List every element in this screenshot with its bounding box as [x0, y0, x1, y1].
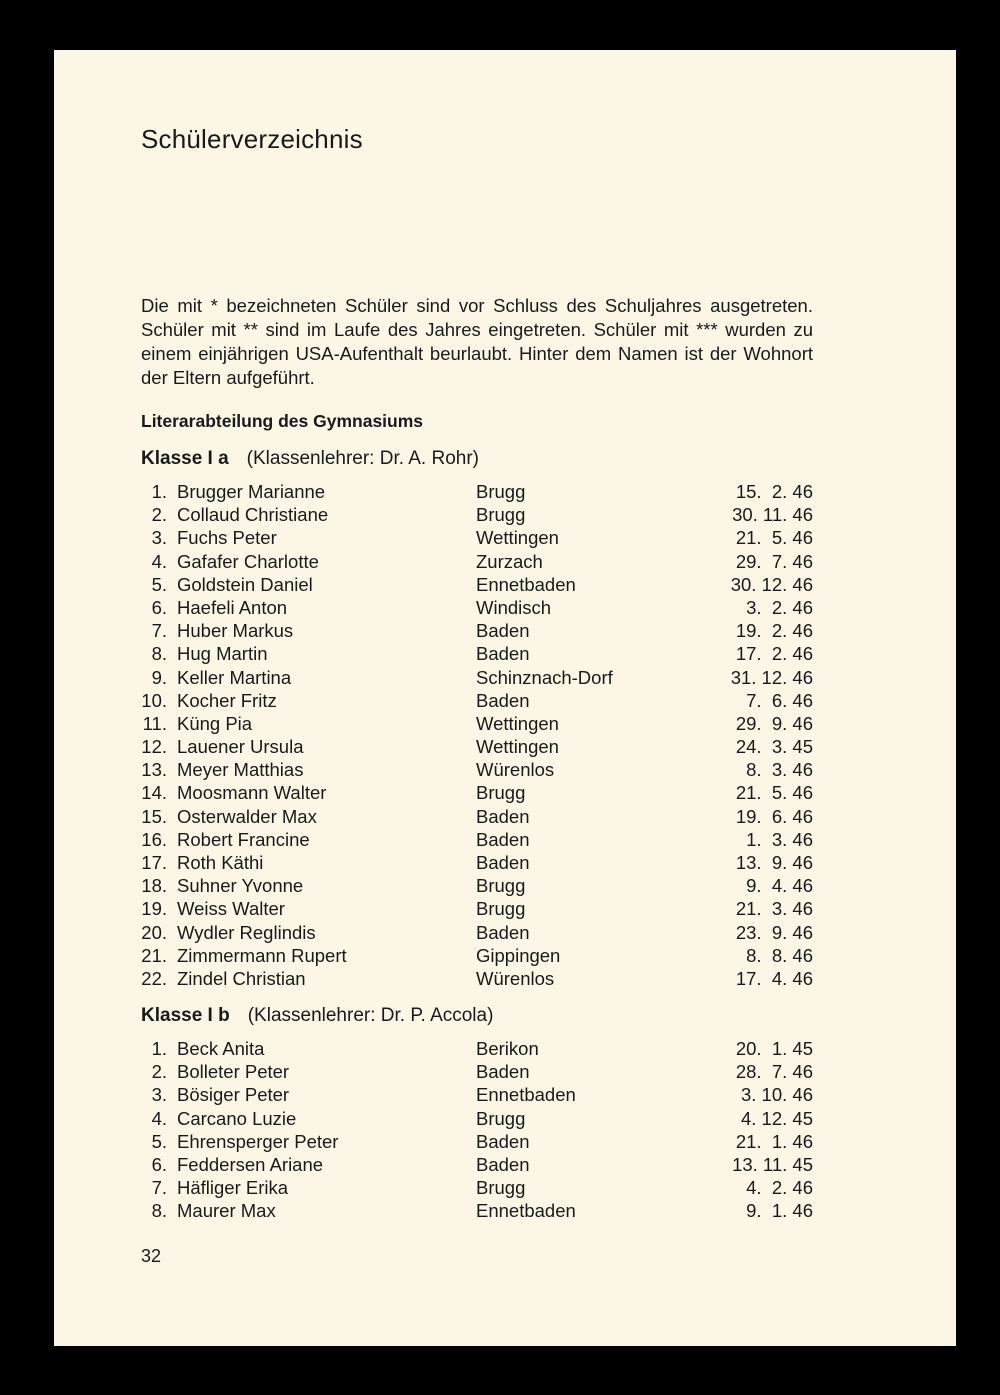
student-name: Moosmann Walter	[177, 782, 327, 804]
student-place: Baden	[476, 620, 530, 642]
student-birthdate: 23. 9. 46	[735, 921, 813, 943]
document-page	[54, 50, 956, 1346]
student-birthdate: 21. 5. 46	[735, 527, 813, 549]
student-place: Wettingen	[476, 712, 559, 734]
student-birthdate: 21. 3. 46	[735, 898, 813, 920]
student-birthdate: 30. 12. 46	[730, 573, 813, 595]
student-number: 6.	[151, 596, 167, 618]
list-item	[141, 735, 813, 758]
student-name: Lauener Ursula	[177, 736, 304, 758]
student-birthdate: 31. 12. 46	[730, 666, 813, 688]
student-number: 12.	[141, 736, 167, 758]
list-item	[141, 550, 813, 573]
student-place: Brugg	[476, 481, 526, 502]
student-place: Schinznach-Dorf	[476, 666, 613, 688]
student-name: Goldstein Daniel	[177, 573, 313, 595]
student-place: Baden	[476, 689, 530, 711]
student-name: Carcano Luzie	[177, 1107, 297, 1129]
student-name: Brugger Marianne	[177, 481, 326, 502]
student-name: Fuchs Peter	[177, 527, 277, 549]
student-number: 13.	[141, 759, 167, 781]
student-birthdate: 17. 2. 46	[735, 643, 813, 665]
list-item	[141, 1083, 813, 1106]
list-item	[141, 758, 813, 781]
student-place: Ennetbaden	[476, 573, 576, 595]
student-birthdate: 7. 6. 46	[746, 689, 813, 711]
student-number: 8.	[151, 1200, 167, 1222]
student-place: Baden	[476, 921, 530, 943]
list-item	[141, 596, 813, 619]
list-item	[141, 712, 813, 735]
student-number: 20.	[141, 921, 167, 943]
student-name: Kocher Fritz	[177, 689, 277, 711]
student-birthdate: 21. 1. 46	[735, 1130, 813, 1152]
student-place: Brugg	[476, 504, 526, 526]
student-place: Brugg	[476, 1177, 526, 1199]
class-name: Klasse I a	[141, 448, 229, 469]
list-item	[141, 689, 813, 712]
student-birthdate: 3. 10. 46	[740, 1084, 813, 1106]
student-number: 5.	[151, 1130, 167, 1152]
student-birthdate: 29. 7. 46	[735, 550, 813, 572]
student-birthdate: 17. 4. 46	[735, 967, 813, 989]
student-place: Brugg	[476, 782, 526, 804]
student-birthdate: 9. 4. 46	[746, 875, 813, 897]
list-item	[141, 781, 813, 804]
student-place: Brugg	[476, 898, 526, 920]
class-teacher: (Klassenlehrer: Dr. A. Rohr)	[246, 448, 479, 469]
student-birthdate: 1. 3. 46	[746, 828, 813, 850]
student-place: Zurzach	[476, 550, 543, 572]
list-item	[141, 573, 813, 596]
student-place: Wettingen	[476, 736, 559, 758]
student-name: Zindel Christian	[177, 967, 306, 989]
list-item	[141, 1153, 813, 1176]
student-number: 19.	[141, 898, 167, 920]
student-name: Collaud Christiane	[177, 504, 329, 526]
student-name: Meyer Matthias	[177, 759, 304, 781]
student-number: 11.	[142, 712, 167, 734]
list-item	[141, 805, 813, 828]
list-item	[141, 851, 813, 874]
student-name: Hug Martin	[177, 643, 268, 665]
class-teacher: (Klassenlehrer: Dr. P. Accola)	[247, 1005, 494, 1026]
list-item	[141, 526, 813, 549]
class-name: Klasse I b	[141, 1005, 230, 1026]
list-item	[141, 1060, 813, 1083]
list-item	[141, 967, 813, 990]
student-number: 2.	[151, 504, 167, 526]
student-number: 6.	[151, 1153, 167, 1175]
student-list-1a	[141, 480, 813, 990]
student-birthdate: 8. 3. 46	[746, 759, 813, 781]
student-number: 1.	[151, 1038, 167, 1059]
student-name: Weiss Walter	[177, 898, 285, 920]
student-birthdate: 3. 2. 46	[746, 596, 813, 618]
student-name: Beck Anita	[177, 1038, 265, 1059]
intro-paragraph: Die mit * bezeichneten Schüler sind vor Schluss des Schuljahres ausgetreten. Schüler mit ** sind im Laufe des Jahres eingetreten. Schüler mit *** wurden zu einem einjährigen USA-Aufenthalt beurlaubt. Hinter dem Namen ist der Wohnort der Eltern aufgeführt.	[141, 295, 813, 388]
student-birthdate: 28. 7. 46	[735, 1061, 813, 1083]
student-birthdate: 15. 2. 46	[735, 481, 813, 502]
list-item	[141, 642, 813, 665]
student-birthdate: 13. 9. 46	[735, 852, 813, 873]
student-name: Häfliger Erika	[177, 1177, 289, 1199]
student-place: Windisch	[476, 596, 552, 618]
student-place: Baden	[476, 643, 530, 665]
list-item	[141, 828, 813, 851]
student-place: Baden	[476, 805, 530, 827]
student-list-1b	[141, 1037, 813, 1223]
student-name: Suhner Yvonne	[177, 875, 304, 897]
student-birthdate: 19. 2. 46	[735, 620, 813, 642]
student-number: 2.	[151, 1061, 167, 1083]
student-place: Würenlos	[476, 759, 555, 781]
list-item	[141, 944, 813, 967]
list-item	[141, 503, 813, 526]
student-number: 14.	[141, 782, 167, 804]
student-number: 5.	[151, 573, 167, 595]
student-place: Baden	[476, 1153, 530, 1175]
student-birthdate: 9. 1. 46	[746, 1200, 813, 1222]
student-place: Wettingen	[476, 527, 559, 549]
list-item	[141, 1130, 813, 1153]
student-birthdate: 13. 11. 45	[732, 1153, 813, 1175]
student-name: Ehrensperger Peter	[177, 1130, 339, 1152]
student-birthdate: 29. 9. 46	[735, 712, 813, 734]
student-number: 10.	[141, 689, 167, 711]
student-name: Gafafer Charlotte	[177, 550, 319, 572]
student-name: Bösiger Peter	[177, 1084, 290, 1106]
list-item	[141, 1107, 813, 1130]
student-number: 3.	[151, 1084, 167, 1106]
student-birthdate: 4. 2. 46	[746, 1177, 813, 1199]
student-place: Brugg	[476, 875, 526, 897]
student-name: Huber Markus	[177, 620, 294, 642]
student-number: 22.	[141, 967, 167, 989]
student-name: Zimmermann Rupert	[177, 944, 347, 966]
student-name: Küng Pia	[177, 712, 253, 734]
student-number: 7.	[151, 620, 167, 642]
student-number: 16.	[141, 828, 167, 850]
list-item	[141, 1199, 813, 1222]
student-number: 4.	[151, 1107, 167, 1129]
student-number: 3.	[151, 527, 167, 549]
page-number: 32	[141, 1246, 162, 1266]
list-item	[141, 874, 813, 897]
list-item	[141, 666, 813, 689]
student-name: Bolleter Peter	[177, 1061, 290, 1083]
student-number: 8.	[151, 643, 167, 665]
student-name: Roth Käthi	[177, 852, 264, 873]
student-place: Baden	[476, 852, 530, 873]
student-name: Wydler Reglindis	[177, 921, 316, 943]
student-number: 18.	[141, 875, 167, 897]
list-item	[141, 897, 813, 920]
student-name: Maurer Max	[177, 1200, 276, 1222]
student-birthdate: 24. 3. 45	[735, 736, 813, 758]
student-place: Würenlos	[476, 967, 555, 989]
student-place: Baden	[476, 1061, 530, 1083]
list-item	[141, 1176, 813, 1199]
student-name: Feddersen Ariane	[177, 1153, 324, 1175]
student-place: Baden	[476, 828, 530, 850]
list-item	[141, 619, 813, 642]
student-birthdate: 20. 1. 45	[735, 1038, 813, 1059]
student-number: 1.	[151, 481, 167, 502]
student-name: Haefeli Anton	[177, 596, 288, 618]
section-heading: Literarabteilung des Gymnasiums	[141, 411, 424, 431]
student-number: 21.	[141, 944, 167, 966]
student-place: Brugg	[476, 1107, 526, 1129]
student-birthdate: 19. 6. 46	[735, 805, 813, 827]
student-number: 4.	[151, 550, 167, 572]
student-birthdate: 8. 8. 46	[746, 944, 813, 966]
student-place: Baden	[476, 1130, 530, 1152]
list-item	[141, 1037, 813, 1060]
student-name: Osterwalder Max	[177, 805, 317, 827]
student-place: Ennetbaden	[476, 1200, 576, 1222]
class-heading-1b	[141, 1005, 493, 1027]
student-place: Gippingen	[476, 944, 561, 966]
student-name: Robert Francine	[177, 828, 310, 850]
list-item	[141, 921, 813, 944]
student-number: 15.	[141, 805, 167, 827]
student-birthdate: 21. 5. 46	[735, 782, 813, 804]
student-birthdate: 30. 11. 46	[732, 504, 813, 526]
student-place: Berikon	[476, 1038, 539, 1059]
student-number: 9.	[151, 666, 167, 688]
student-number: 7.	[151, 1177, 167, 1199]
student-number: 17.	[141, 852, 167, 873]
student-place: Ennetbaden	[476, 1084, 576, 1106]
page-title: Schülerverzeichnis	[141, 124, 363, 154]
class-heading-1a	[141, 448, 479, 470]
list-item	[141, 480, 813, 503]
student-birthdate: 4. 12. 45	[740, 1107, 813, 1129]
student-name: Keller Martina	[177, 666, 292, 688]
